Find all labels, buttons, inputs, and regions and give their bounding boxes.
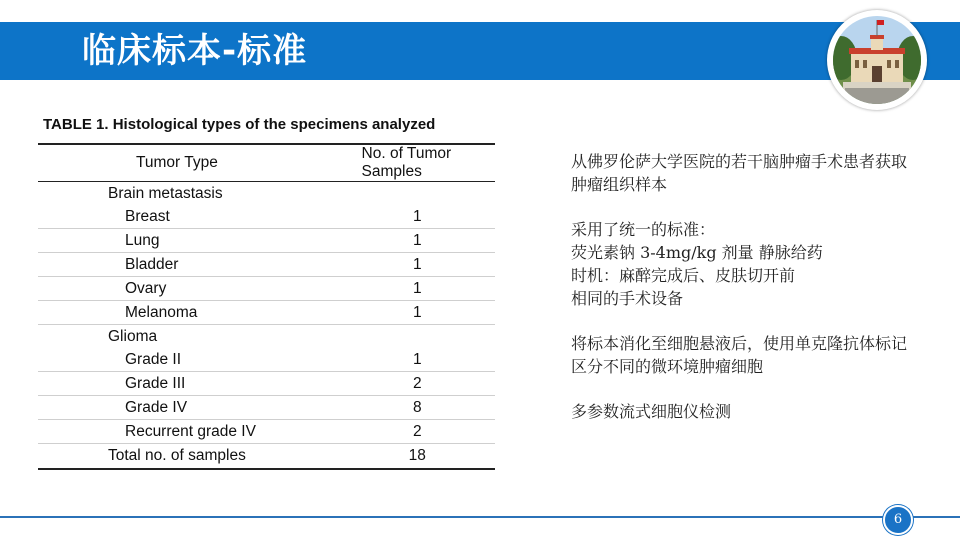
sample-count-cell: 1 <box>340 301 495 325</box>
sample-count-cell: 2 <box>340 420 495 444</box>
total-count: 18 <box>340 444 495 470</box>
note-standard-heading: 采用了统一的标准： <box>571 220 716 239</box>
note-standard <box>571 218 921 310</box>
table-row <box>38 348 495 372</box>
table-row <box>38 396 495 420</box>
tumor-samples-table <box>38 143 495 470</box>
sample-count-cell: 1 <box>340 348 495 372</box>
table-row <box>38 277 495 301</box>
note-timing: 时机：麻醉完成后、皮肤切开前 <box>571 266 796 285</box>
group-row-glioma <box>38 325 495 349</box>
note-antibody-labeling: 将标本消化至细胞悬液后，使用单克隆抗体标记区分不同的微环境肿瘤细胞 <box>571 334 908 376</box>
slide-title: 临床标本-标准 <box>82 31 308 71</box>
table-row <box>38 301 495 325</box>
group-label: Brain metastasis <box>108 184 223 202</box>
table-row <box>38 253 495 277</box>
tumor-type-cell: Melanoma <box>38 301 340 325</box>
group-row-brain-metastasis <box>38 182 495 206</box>
sample-count-cell: 1 <box>340 229 495 253</box>
table-row <box>38 372 495 396</box>
tumor-type-cell: Bladder <box>38 253 340 277</box>
column-header-tumor-type: Tumor Type <box>38 144 340 182</box>
sample-count-cell: 1 <box>340 277 495 301</box>
tumor-type-cell: Grade IV <box>38 396 340 420</box>
total-label: Total no. of samples <box>38 444 340 470</box>
note-dosage: 荧光素钠 3-4mg/kg 剂量 静脉给药 <box>571 243 823 262</box>
tumor-type-cell: Breast <box>38 205 340 229</box>
table-row <box>38 229 495 253</box>
total-row <box>38 444 495 470</box>
table-row <box>38 420 495 444</box>
note-equipment: 相同的手术设备 <box>571 289 684 308</box>
hospital-building-photo-icon <box>833 16 921 104</box>
table-caption: TABLE 1. Histological types of the specimens analyzed <box>43 116 436 133</box>
tumor-type-cell: Recurrent grade IV <box>38 420 340 444</box>
column-header-sample-count: No. of Tumor Samples <box>340 144 495 182</box>
table-header-row <box>38 144 495 182</box>
footer-line <box>0 516 960 518</box>
page-number-badge: 6 <box>883 505 913 535</box>
sample-count-cell: 2 <box>340 372 495 396</box>
note-flow-cytometry: 多参数流式细胞仪检测 <box>571 402 732 421</box>
tumor-type-cell: Grade III <box>38 372 340 396</box>
tumor-type-cell: Ovary <box>38 277 340 301</box>
tumor-type-cell: Lung <box>38 229 340 253</box>
sample-count-cell: 1 <box>340 253 495 277</box>
table-row <box>38 205 495 229</box>
tumor-type-cell: Grade II <box>38 348 340 372</box>
note-sample-source: 从佛罗伦萨大学医院的若干脑肿瘤手术患者获取肿瘤组织样本 <box>571 152 908 194</box>
notes-panel <box>571 150 921 445</box>
group-label: Glioma <box>108 327 158 345</box>
sample-count-cell: 8 <box>340 396 495 420</box>
sample-count-cell: 1 <box>340 205 495 229</box>
